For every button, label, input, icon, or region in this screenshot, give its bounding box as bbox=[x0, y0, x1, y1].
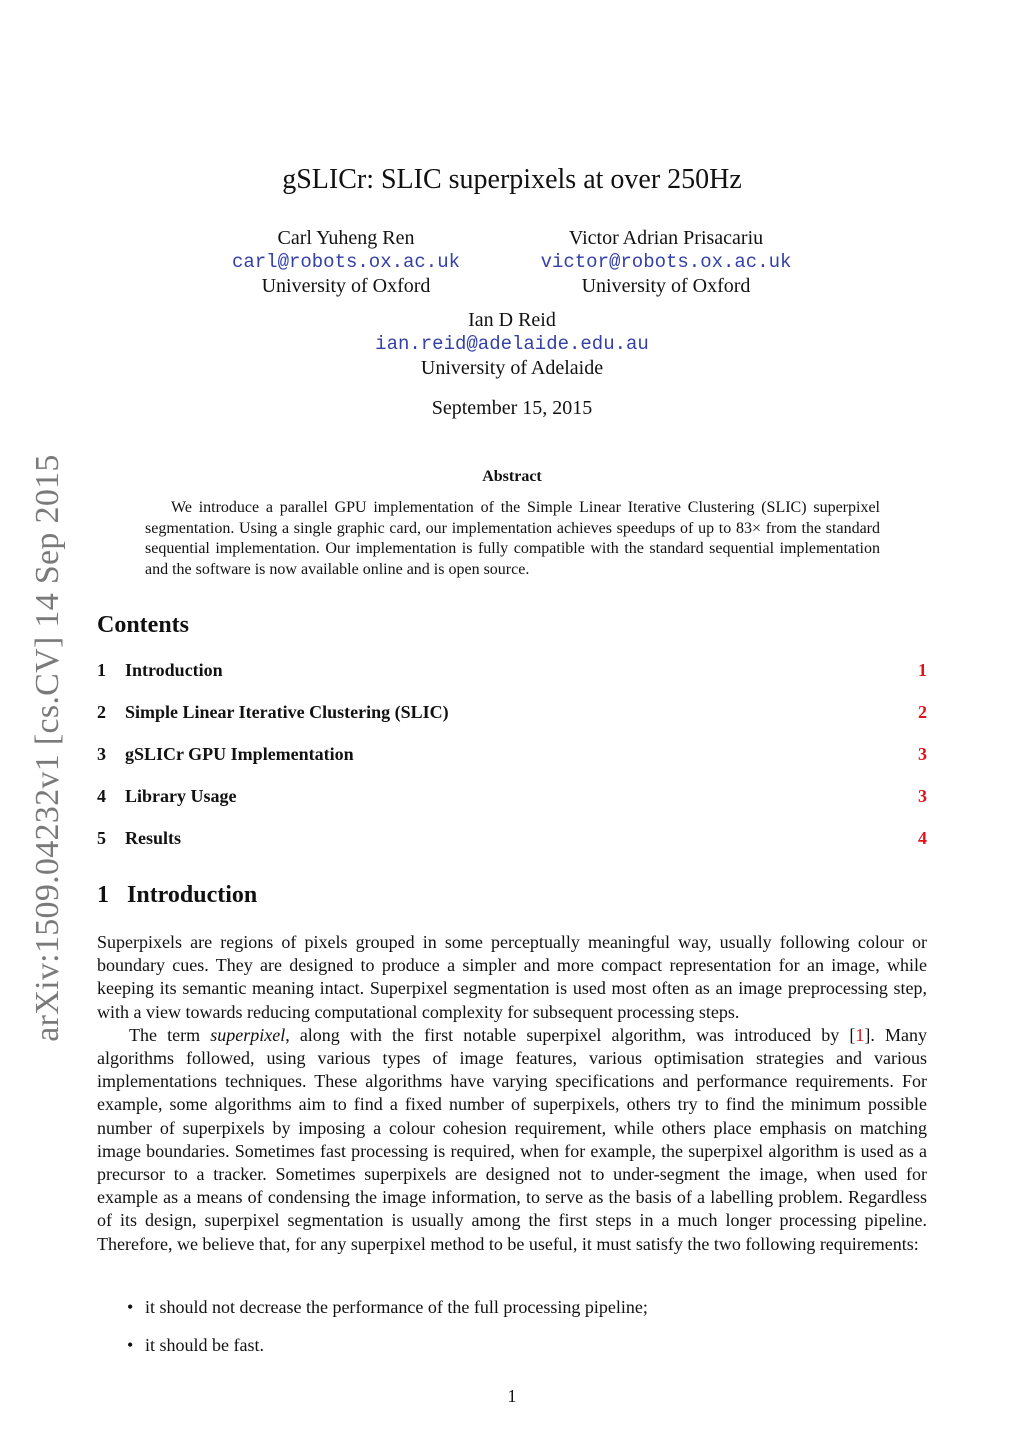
toc-entry[interactable] bbox=[97, 660, 927, 702]
toc-number: 3 bbox=[97, 744, 106, 764]
toc-label: Introduction bbox=[125, 660, 223, 680]
author-block bbox=[312, 308, 712, 380]
bullet-icon: • bbox=[127, 1297, 134, 1317]
author-block bbox=[516, 226, 816, 298]
toc-entry[interactable] bbox=[97, 786, 927, 828]
toc-label: gSLICr GPU Implementation bbox=[125, 744, 354, 764]
toc-entry[interactable] bbox=[97, 702, 927, 744]
author-email-link[interactable]: carl@robots.ox.ac.uk bbox=[231, 251, 461, 273]
toc-page-link[interactable]: 4 bbox=[918, 828, 927, 848]
contents-heading: Contents bbox=[97, 612, 190, 638]
list-item-text: it should not decrease the performance of the full processing pipeline; bbox=[145, 1297, 648, 1317]
paper-date: September 15, 2015 bbox=[431, 397, 593, 419]
toc-page-link[interactable]: 3 bbox=[918, 744, 927, 764]
toc-label: Simple Linear Iterative Clustering (SLIC) bbox=[125, 702, 449, 722]
author-email-link[interactable]: ian.reid@adelaide.edu.au bbox=[375, 333, 649, 355]
toc-page-link[interactable]: 1 bbox=[918, 660, 927, 680]
author-affiliation: University of Oxford bbox=[261, 275, 431, 297]
author-name: Carl Yuheng Ren bbox=[277, 227, 415, 249]
text-run: , along with the first notable superpixel algorithm, was introduced by [ bbox=[285, 1024, 856, 1045]
toc-number: 4 bbox=[97, 786, 106, 806]
paper-title: gSLICr: SLIC superpixels at over 250Hz bbox=[282, 164, 742, 195]
table-of-contents bbox=[97, 660, 927, 870]
section-number: 1 bbox=[97, 882, 109, 908]
toc-page-link[interactable]: 3 bbox=[918, 786, 927, 806]
toc-page-link[interactable]: 2 bbox=[918, 702, 927, 722]
author-name: Victor Adrian Prisacariu bbox=[568, 227, 764, 249]
arxiv-stamp: arXiv:1509.04232v1 [cs.CV] 14 Sep 2015 bbox=[29, 454, 66, 1042]
author-affiliation: University of Adelaide bbox=[420, 357, 604, 379]
list-item bbox=[127, 1334, 648, 1356]
section-title: Introduction bbox=[127, 882, 258, 908]
abstract-heading: Abstract bbox=[482, 468, 542, 485]
abstract-text: We introduce a parallel GPU implementation of the Simple Linear Iterative Clustering (SLIC) superpixel segmentation. Using a single graphic card, our implementation achieves speedups of up to 83× from the standard sequential implementation. Our implementation is fully compatible with the standard sequential implementation and the software is now available online and is open source. bbox=[145, 499, 880, 578]
requirements-list bbox=[127, 1296, 648, 1372]
toc-entry[interactable] bbox=[97, 828, 927, 870]
citation-link[interactable]: 1 bbox=[855, 1024, 865, 1045]
toc-label: Library Usage bbox=[125, 786, 237, 806]
text-run: The term bbox=[129, 1024, 211, 1045]
intro-body bbox=[97, 931, 927, 1256]
toc-entry[interactable] bbox=[97, 744, 927, 786]
paragraph: Superpixels are regions of pixels grouped in some perceptually meaningful way, usually following colour or boundary cues. They are designed to produce a simpler and more compact representation for an image, while keeping its semantic meaning intact. Superpixel segmentation is used most often as an image preprocessing step, with a view towards reducing computational complexity for subsequent processing steps. bbox=[97, 932, 927, 1022]
emphasized-term: superpixel bbox=[210, 1024, 286, 1045]
toc-number: 5 bbox=[97, 828, 106, 848]
paragraph bbox=[97, 1024, 927, 1256]
list-item bbox=[127, 1296, 648, 1318]
author-email-link[interactable]: victor@robots.ox.ac.uk bbox=[540, 251, 792, 273]
toc-number: 1 bbox=[97, 660, 106, 680]
text-run: ]. Many algorithms followed, using various types of image features, various optimisation strategies and various implementations techniques. These algorithms have varying specifications and performance requirements. For example, some algorithms aim to find a fixed number of superpixels, others try to find the minimum possible number of superpixels by imposing a colour cohesion requirement, while others place emphasis on matching image boundaries. Sometimes fast processing is required, when for example, the superpixel algorithm is used as a precursor to a tracker. Sometimes superpixels are designed not to under-segment the image, when used for example as a means of condensing the image information, to serve as the basis of a labelling problem. Regardless of its design, superpixel segmentation is usually among the first steps in a much longer processing pipeline. Therefore, we believe that, for any superpixel method to be useful, it must satisfy the two following requirements: bbox=[97, 1024, 927, 1254]
author-affiliation: University of Oxford bbox=[581, 275, 751, 297]
toc-number: 2 bbox=[97, 702, 106, 722]
bullet-icon: • bbox=[127, 1335, 134, 1355]
page-number: 1 bbox=[507, 1386, 517, 1406]
author-block bbox=[196, 226, 496, 298]
section-heading bbox=[97, 882, 257, 909]
toc-label: Results bbox=[125, 828, 182, 848]
author-name: Ian D Reid bbox=[468, 309, 556, 331]
list-item-text: it should be fast. bbox=[145, 1335, 264, 1355]
